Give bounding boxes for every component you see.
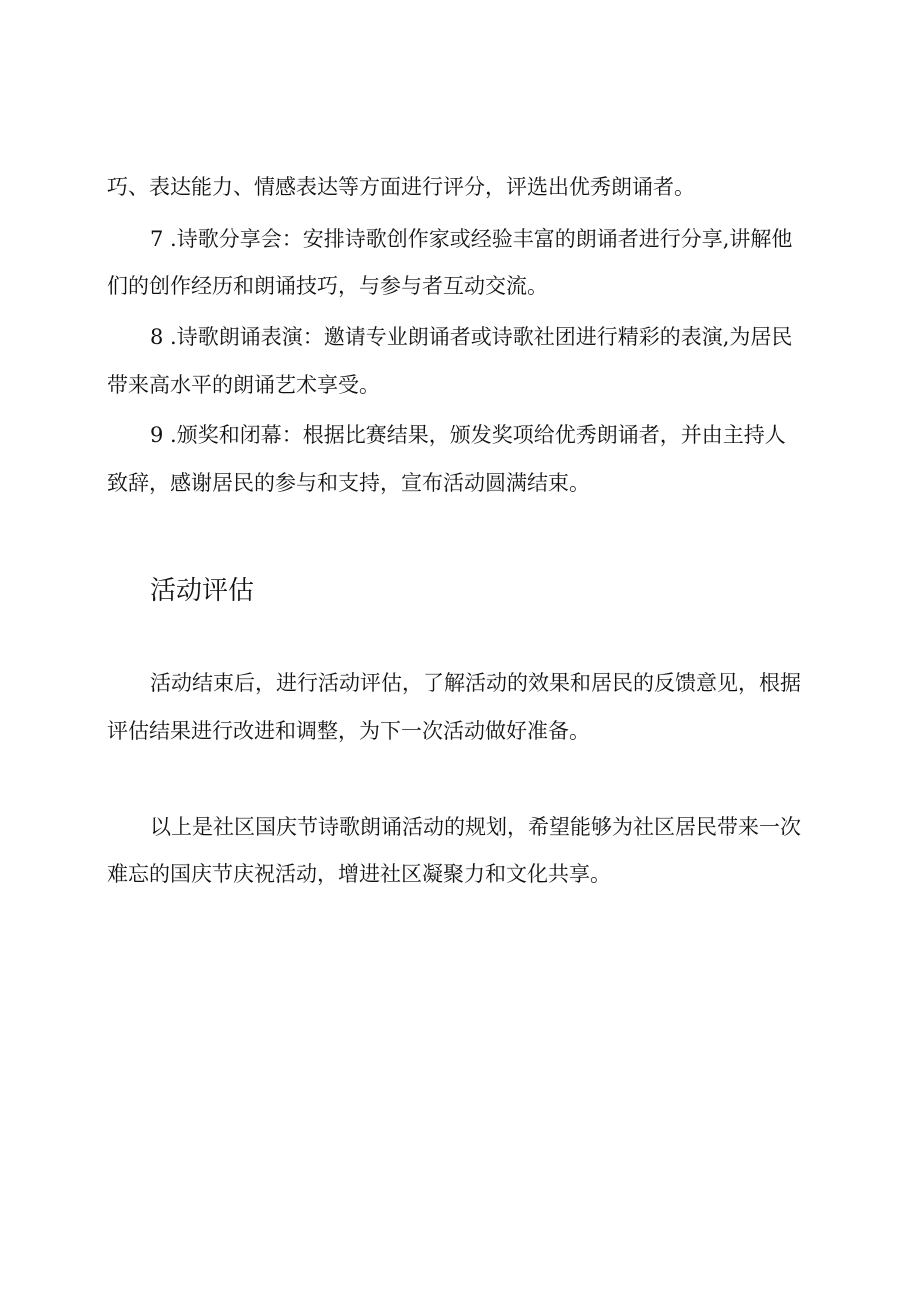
closing-line-2: 难忘的国庆节庆祝活动，增进社区凝聚力和文化共享。 [107, 862, 611, 886]
item-8-line-2: 带来高水平的朗诵艺术享受。 [107, 373, 380, 397]
closing-line-1: 以上是社区国庆节诗歌朗诵活动的规划，希望能够为社区居民带来一次 [150, 815, 801, 839]
evaluation-line-2: 评估结果进行改进和调整，为下一次活动做好准备。 [107, 719, 590, 743]
item-9-line-1: 9 .颁奖和闭幕：根据比赛结果，颁发奖项给优秀朗诵者，并由主持人 [150, 423, 786, 447]
section-heading: 活动评估 [150, 576, 255, 606]
paragraph-continuation-line-1: 巧、表达能力、情感表达等方面进行评分，评选出优秀朗诵者。 [107, 175, 695, 199]
item-7-line-1: 7 .诗歌分享会：安排诗歌创作家或经验丰富的朗诵者进行分享,讲解他 [150, 227, 793, 251]
evaluation-line-1: 活动结束后，进行活动评估，了解活动的效果和居民的反馈意见，根据 [150, 671, 801, 695]
item-8-line-1: 8 .诗歌朗诵表演：邀请专业朗诵者或诗歌社团进行精彩的表演,为居民 [150, 325, 793, 349]
item-7-line-2: 们的创作经历和朗诵技巧，与参与者互动交流。 [107, 274, 548, 298]
item-9-line-2: 致辞，感谢居民的参与和支持，宣布活动圆满结束。 [107, 471, 590, 495]
